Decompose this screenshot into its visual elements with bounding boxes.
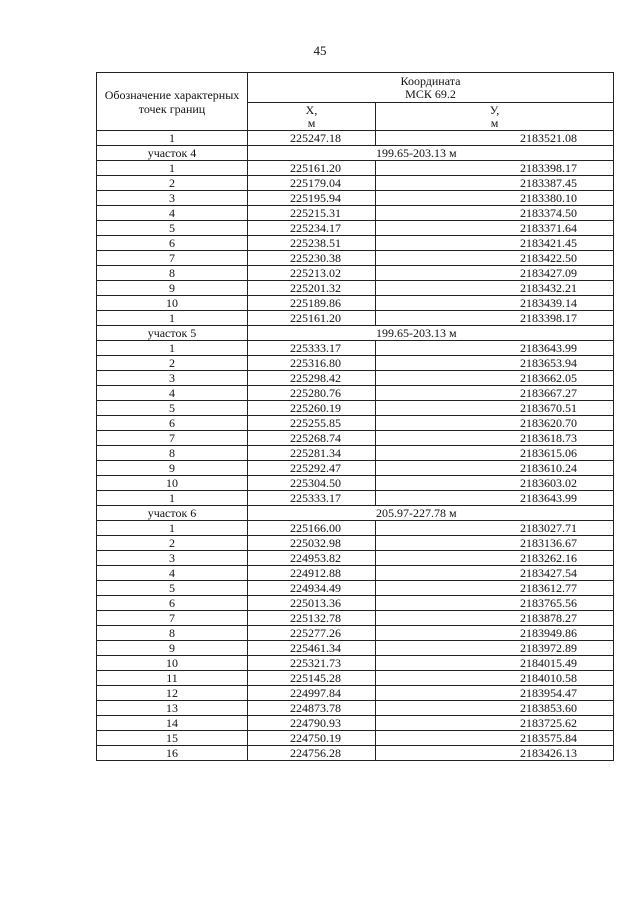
point-id: 9	[97, 281, 248, 296]
table-row	[97, 446, 614, 461]
point-id: 6	[97, 236, 248, 251]
x-value: 225234.17	[248, 221, 376, 236]
table-row	[97, 656, 614, 671]
coordinate-header	[248, 73, 614, 103]
point-id: 5	[97, 221, 248, 236]
table-row	[97, 401, 614, 416]
table-row	[97, 191, 614, 206]
point-id: 10	[97, 296, 248, 311]
table-row	[97, 221, 614, 236]
point-id: 4	[97, 206, 248, 221]
point-id: 12	[97, 686, 248, 701]
x-value: 225247.18	[248, 131, 376, 146]
point-id: 14	[97, 716, 248, 731]
x-value: 225145.28	[248, 671, 376, 686]
y-value: 2183615.06	[376, 446, 614, 461]
point-label-header	[97, 73, 248, 131]
y-value: 2183575.84	[376, 731, 614, 746]
y-value: 2183725.62	[376, 716, 614, 731]
point-id: 7	[97, 431, 248, 446]
section-label: участок 4	[97, 146, 248, 161]
table-row	[97, 431, 614, 446]
y-value: 2183972.89	[376, 641, 614, 656]
point-id: 1	[97, 131, 248, 146]
y-value: 2183618.73	[376, 431, 614, 446]
y-value: 2183262.16	[376, 551, 614, 566]
table-row	[97, 251, 614, 266]
x-column-header	[248, 103, 376, 131]
x-value: 225281.34	[248, 446, 376, 461]
point-id: 6	[97, 416, 248, 431]
y-value: 2183610.24	[376, 461, 614, 476]
table-row	[97, 461, 614, 476]
x-value: 225132.78	[248, 611, 376, 626]
page-number: 45	[313, 43, 327, 58]
point-id: 7	[97, 251, 248, 266]
point-id: 2	[97, 176, 248, 191]
table-body	[97, 131, 614, 761]
table-row	[97, 131, 614, 146]
section-row	[97, 146, 614, 161]
table-row	[97, 716, 614, 731]
table-row	[97, 611, 614, 626]
y-value: 2183398.17	[376, 311, 614, 326]
coordinate-system: МСК 69.2	[405, 86, 456, 101]
y-value: 2183136.67	[376, 536, 614, 551]
x-value: 225268.74	[248, 431, 376, 446]
y-value: 2183662.05	[376, 371, 614, 386]
point-id: 1	[97, 521, 248, 536]
point-id: 10	[97, 476, 248, 491]
section-row	[97, 326, 614, 341]
x-value: 225013.36	[248, 596, 376, 611]
y-column-header	[376, 103, 614, 131]
table-row	[97, 671, 614, 686]
x-value: 225195.94	[248, 191, 376, 206]
section-range: 199.65-203.13 м	[376, 146, 457, 160]
x-value: 225333.17	[248, 341, 376, 356]
point-label-line2: точек границ	[138, 101, 206, 116]
table-row	[97, 686, 614, 701]
y-value: 2183422.50	[376, 251, 614, 266]
y-value: 2183765.56	[376, 596, 614, 611]
section-row	[97, 506, 614, 521]
section-label: участок 6	[97, 506, 248, 521]
y-value: 2183398.17	[376, 161, 614, 176]
point-id: 9	[97, 461, 248, 476]
x-value: 225179.04	[248, 176, 376, 191]
table-row	[97, 731, 614, 746]
y-value: 2183949.86	[376, 626, 614, 641]
x-value: 224934.49	[248, 581, 376, 596]
x-value: 224790.93	[248, 716, 376, 731]
point-id: 5	[97, 581, 248, 596]
y-value: 2183670.51	[376, 401, 614, 416]
section-range: 205.97-227.78 м	[376, 506, 457, 520]
x-value: 225255.85	[248, 416, 376, 431]
x-value: 225304.50	[248, 476, 376, 491]
table-row	[97, 521, 614, 536]
x-value: 225277.26	[248, 626, 376, 641]
coordinate-title: Координата	[400, 73, 461, 88]
y-value: 2183387.45	[376, 176, 614, 191]
y-value: 2183027.71	[376, 521, 614, 536]
table-row	[97, 596, 614, 611]
x-value: 225166.00	[248, 521, 376, 536]
point-id: 6	[97, 596, 248, 611]
x-value: 225316.80	[248, 356, 376, 371]
table-row	[97, 491, 614, 506]
x-value: 225161.20	[248, 161, 376, 176]
table-row	[97, 566, 614, 581]
x-value: 225189.86	[248, 296, 376, 311]
table-row	[97, 536, 614, 551]
table-row	[97, 626, 614, 641]
point-id: 4	[97, 386, 248, 401]
x-value: 225461.34	[248, 641, 376, 656]
coordinates-table	[96, 72, 614, 761]
point-id: 7	[97, 611, 248, 626]
x-value: 225260.19	[248, 401, 376, 416]
point-id: 3	[97, 191, 248, 206]
section-range: 199.65-203.13 м	[376, 326, 457, 340]
point-id: 3	[97, 551, 248, 566]
table-row	[97, 161, 614, 176]
point-id: 8	[97, 626, 248, 641]
y-value: 2183371.64	[376, 221, 614, 236]
y-value: 2183374.50	[376, 206, 614, 221]
x-value: 225280.76	[248, 386, 376, 401]
x-value: 225230.38	[248, 251, 376, 266]
y-value: 2183427.09	[376, 266, 614, 281]
y-value: 2183954.47	[376, 686, 614, 701]
x-value: 225333.17	[248, 491, 376, 506]
table-row	[97, 701, 614, 716]
table-row	[97, 296, 614, 311]
table-row	[97, 551, 614, 566]
point-id: 4	[97, 566, 248, 581]
point-id: 13	[97, 701, 248, 716]
x-value: 225032.98	[248, 536, 376, 551]
y-value: 2183426.13	[376, 746, 614, 761]
point-id: 9	[97, 641, 248, 656]
x-value: 225213.02	[248, 266, 376, 281]
point-id: 1	[97, 341, 248, 356]
x-value: 225298.42	[248, 371, 376, 386]
y-value: 2183432.21	[376, 281, 614, 296]
table-row	[97, 386, 614, 401]
y-value: 2183878.27	[376, 611, 614, 626]
point-id: 2	[97, 356, 248, 371]
y-value: 2183380.10	[376, 191, 614, 206]
y-axis-unit: м	[490, 115, 499, 130]
x-value: 225292.47	[248, 461, 376, 476]
point-id: 8	[97, 266, 248, 281]
y-value: 2183643.99	[376, 491, 614, 506]
section-label: участок 5	[97, 326, 248, 341]
point-id: 16	[97, 746, 248, 761]
point-id: 2	[97, 536, 248, 551]
table-row	[97, 581, 614, 596]
y-value: 2183643.99	[376, 341, 614, 356]
table-row	[97, 746, 614, 761]
table-row	[97, 266, 614, 281]
point-label-line1: Обозначение характерных	[104, 87, 240, 102]
point-id: 8	[97, 446, 248, 461]
section-range-cell	[248, 506, 614, 521]
table-row	[97, 176, 614, 191]
table-row	[97, 371, 614, 386]
table-row	[97, 341, 614, 356]
y-value: 2183421.45	[376, 236, 614, 251]
x-value: 225238.51	[248, 236, 376, 251]
y-value: 2183427.54	[376, 566, 614, 581]
y-value: 2183853.60	[376, 701, 614, 716]
y-value: 2183620.70	[376, 416, 614, 431]
y-value: 2184010.58	[376, 671, 614, 686]
x-value: 225321.73	[248, 656, 376, 671]
y-axis-label: У,	[489, 102, 500, 117]
table-row	[97, 416, 614, 431]
table-row	[97, 311, 614, 326]
table-row	[97, 356, 614, 371]
point-id: 1	[97, 161, 248, 176]
table-row	[97, 206, 614, 221]
table-row	[97, 236, 614, 251]
table-row	[97, 476, 614, 491]
table-row	[97, 281, 614, 296]
x-value: 224873.78	[248, 701, 376, 716]
y-value: 2183439.14	[376, 296, 614, 311]
point-id: 15	[97, 731, 248, 746]
table-row	[97, 641, 614, 656]
x-value: 224997.84	[248, 686, 376, 701]
x-value: 225201.32	[248, 281, 376, 296]
point-id: 5	[97, 401, 248, 416]
y-value: 2183653.94	[376, 356, 614, 371]
x-value: 224912.88	[248, 566, 376, 581]
y-value: 2184015.49	[376, 656, 614, 671]
x-value: 225161.20	[248, 311, 376, 326]
point-id: 3	[97, 371, 248, 386]
table-header	[97, 73, 614, 131]
y-value: 2183521.08	[376, 131, 614, 146]
point-id: 1	[97, 311, 248, 326]
section-range-cell	[248, 146, 614, 161]
x-value: 225215.31	[248, 206, 376, 221]
point-id: 10	[97, 656, 248, 671]
x-value: 224953.82	[248, 551, 376, 566]
x-axis-unit: м	[307, 115, 316, 130]
point-id: 11	[97, 671, 248, 686]
y-value: 2183667.27	[376, 386, 614, 401]
y-value: 2183612.77	[376, 581, 614, 596]
x-value: 224756.28	[248, 746, 376, 761]
y-value: 2183603.02	[376, 476, 614, 491]
section-range-cell	[248, 326, 614, 341]
x-axis-label: X,	[305, 102, 318, 117]
point-id: 1	[97, 491, 248, 506]
x-value: 224750.19	[248, 731, 376, 746]
